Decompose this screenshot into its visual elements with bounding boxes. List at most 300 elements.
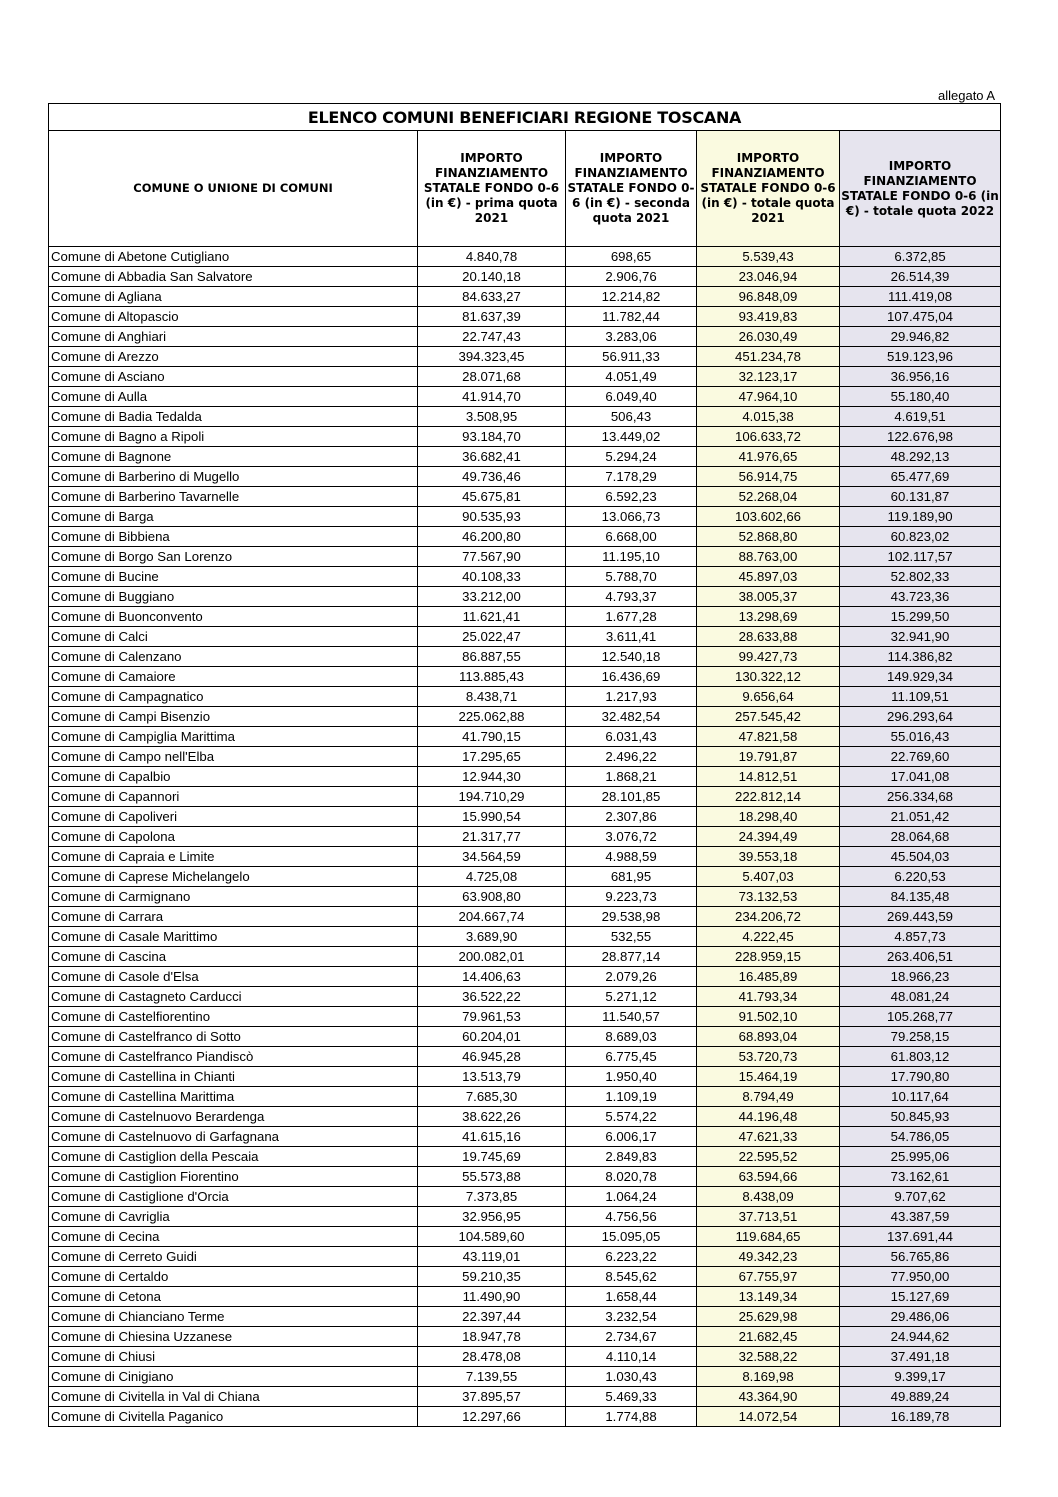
cell-seconda-quota-2021: 3.076,72	[566, 827, 697, 847]
cell-seconda-quota-2021: 13.449,02	[566, 427, 697, 447]
cell-prima-quota-2021: 15.990,54	[418, 807, 566, 827]
table-row	[49, 1407, 1001, 1427]
cell-comune: Comune di Altopascio	[49, 307, 418, 327]
cell-comune: Comune di Castelnuovo di Garfagnana	[49, 1127, 418, 1147]
cell-totale-quota-2021: 5.407,03	[697, 867, 840, 887]
cell-prima-quota-2021: 59.210,35	[418, 1267, 566, 1287]
cell-seconda-quota-2021: 13.066,73	[566, 507, 697, 527]
cell-totale-quota-2022: 29.486,06	[840, 1307, 1001, 1327]
cell-totale-quota-2021: 45.897,03	[697, 567, 840, 587]
header-totale-quota-2021: IMPORTO FINANZIAMENTO STATALE FONDO 0-6 (in €) - totale quota 2021	[697, 131, 840, 247]
cell-seconda-quota-2021: 8.545,62	[566, 1267, 697, 1287]
cell-comune: Comune di Cecina	[49, 1227, 418, 1247]
table-row	[49, 947, 1001, 967]
header-prima-quota-2021: IMPORTO FINANZIAMENTO STATALE FONDO 0-6 (in €) - prima quota 2021	[418, 131, 566, 247]
cell-prima-quota-2021: 22.747,43	[418, 327, 566, 347]
cell-totale-quota-2021: 99.427,73	[697, 647, 840, 667]
cell-comune: Comune di Agliana	[49, 287, 418, 307]
cell-totale-quota-2022: 149.929,34	[840, 667, 1001, 687]
cell-totale-quota-2022: 4.857,73	[840, 927, 1001, 947]
cell-totale-quota-2022: 79.258,15	[840, 1027, 1001, 1047]
cell-comune: Comune di Castelfiorentino	[49, 1007, 418, 1027]
cell-totale-quota-2022: 55.180,40	[840, 387, 1001, 407]
cell-prima-quota-2021: 93.184,70	[418, 427, 566, 447]
cell-comune: Comune di Bagno a Ripoli	[49, 427, 418, 447]
cell-seconda-quota-2021: 11.540,57	[566, 1007, 697, 1027]
cell-prima-quota-2021: 34.564,59	[418, 847, 566, 867]
cell-prima-quota-2021: 36.522,22	[418, 987, 566, 1007]
table-row	[49, 1227, 1001, 1247]
cell-totale-quota-2022: 111.419,08	[840, 287, 1001, 307]
cell-totale-quota-2021: 47.821,58	[697, 727, 840, 747]
cell-totale-quota-2021: 9.656,64	[697, 687, 840, 707]
cell-seconda-quota-2021: 12.214,82	[566, 287, 697, 307]
cell-seconda-quota-2021: 56.911,33	[566, 347, 697, 367]
cell-totale-quota-2021: 228.959,15	[697, 947, 840, 967]
cell-comune: Comune di Barga	[49, 507, 418, 527]
cell-comune: Comune di Casale Marittimo	[49, 927, 418, 947]
cell-comune: Comune di Barberino di Mugello	[49, 467, 418, 487]
cell-prima-quota-2021: 7.685,30	[418, 1087, 566, 1107]
cell-seconda-quota-2021: 3.283,06	[566, 327, 697, 347]
cell-totale-quota-2021: 41.976,65	[697, 447, 840, 467]
cell-totale-quota-2021: 15.464,19	[697, 1067, 840, 1087]
cell-comune: Comune di Aulla	[49, 387, 418, 407]
cell-prima-quota-2021: 20.140,18	[418, 267, 566, 287]
cell-seconda-quota-2021: 1.774,88	[566, 1407, 697, 1427]
table-row	[49, 907, 1001, 927]
table-row	[49, 1307, 1001, 1327]
cell-totale-quota-2022: 61.803,12	[840, 1047, 1001, 1067]
cell-totale-quota-2021: 222.812,14	[697, 787, 840, 807]
attachment-label: allegato A	[938, 88, 996, 103]
cell-comune: Comune di Bibbiena	[49, 527, 418, 547]
cell-comune: Comune di Cascina	[49, 947, 418, 967]
table-row	[49, 847, 1001, 867]
cell-comune: Comune di Capalbio	[49, 767, 418, 787]
cell-totale-quota-2022: 43.723,36	[840, 587, 1001, 607]
cell-seconda-quota-2021: 698,65	[566, 247, 697, 267]
cell-comune: Comune di Capoliveri	[49, 807, 418, 827]
cell-totale-quota-2022: 263.406,51	[840, 947, 1001, 967]
cell-totale-quota-2021: 38.005,37	[697, 587, 840, 607]
cell-totale-quota-2022: 24.944,62	[840, 1327, 1001, 1347]
cell-totale-quota-2021: 37.713,51	[697, 1207, 840, 1227]
cell-prima-quota-2021: 84.633,27	[418, 287, 566, 307]
cell-seconda-quota-2021: 1.064,24	[566, 1187, 697, 1207]
cell-prima-quota-2021: 18.947,78	[418, 1327, 566, 1347]
table-row	[49, 867, 1001, 887]
table-row	[49, 547, 1001, 567]
cell-seconda-quota-2021: 6.592,23	[566, 487, 697, 507]
cell-seconda-quota-2021: 1.677,28	[566, 607, 697, 627]
cell-totale-quota-2022: 54.786,05	[840, 1127, 1001, 1147]
cell-totale-quota-2022: 32.941,90	[840, 627, 1001, 647]
cell-comune: Comune di Cetona	[49, 1287, 418, 1307]
cell-totale-quota-2021: 24.394,49	[697, 827, 840, 847]
cell-prima-quota-2021: 32.956,95	[418, 1207, 566, 1227]
cell-totale-quota-2021: 25.629,98	[697, 1307, 840, 1327]
cell-comune: Comune di Cavriglia	[49, 1207, 418, 1227]
cell-totale-quota-2022: 9.707,62	[840, 1187, 1001, 1207]
cell-totale-quota-2021: 13.149,34	[697, 1287, 840, 1307]
table-row	[49, 667, 1001, 687]
cell-totale-quota-2021: 451.234,78	[697, 347, 840, 367]
cell-totale-quota-2022: 21.051,42	[840, 807, 1001, 827]
cell-totale-quota-2021: 21.682,45	[697, 1327, 840, 1347]
cell-totale-quota-2021: 23.046,94	[697, 267, 840, 287]
cell-totale-quota-2021: 4.015,38	[697, 407, 840, 427]
cell-seconda-quota-2021: 2.849,83	[566, 1147, 697, 1167]
beneficiaries-table	[48, 103, 1001, 1427]
cell-totale-quota-2021: 91.502,10	[697, 1007, 840, 1027]
table-row	[49, 1387, 1001, 1407]
cell-seconda-quota-2021: 8.020,78	[566, 1167, 697, 1187]
cell-totale-quota-2021: 16.485,89	[697, 967, 840, 987]
cell-comune: Comune di Buggiano	[49, 587, 418, 607]
cell-prima-quota-2021: 41.615,16	[418, 1127, 566, 1147]
cell-seconda-quota-2021: 2.307,86	[566, 807, 697, 827]
cell-totale-quota-2022: 55.016,43	[840, 727, 1001, 747]
cell-totale-quota-2021: 39.553,18	[697, 847, 840, 867]
table-row	[49, 507, 1001, 527]
cell-prima-quota-2021: 13.513,79	[418, 1067, 566, 1087]
table-row	[49, 327, 1001, 347]
header-comune: COMUNE O UNIONE DI COMUNI	[49, 131, 418, 247]
cell-prima-quota-2021: 104.589,60	[418, 1227, 566, 1247]
cell-prima-quota-2021: 194.710,29	[418, 787, 566, 807]
table-row	[49, 1007, 1001, 1027]
cell-comune: Comune di Castagneto Carducci	[49, 987, 418, 1007]
table-row	[49, 1287, 1001, 1307]
cell-totale-quota-2021: 234.206,72	[697, 907, 840, 927]
cell-seconda-quota-2021: 5.271,12	[566, 987, 697, 1007]
cell-totale-quota-2021: 103.602,66	[697, 507, 840, 527]
cell-totale-quota-2021: 88.763,00	[697, 547, 840, 567]
table-row	[49, 407, 1001, 427]
cell-totale-quota-2022: 17.041,08	[840, 767, 1001, 787]
cell-comune: Comune di Bagnone	[49, 447, 418, 467]
table-row	[49, 527, 1001, 547]
cell-seconda-quota-2021: 4.793,37	[566, 587, 697, 607]
cell-comune: Comune di Cerreto Guidi	[49, 1247, 418, 1267]
cell-prima-quota-2021: 40.108,33	[418, 567, 566, 587]
cell-comune: Comune di Calenzano	[49, 647, 418, 667]
cell-prima-quota-2021: 33.212,00	[418, 587, 566, 607]
cell-totale-quota-2022: 25.995,06	[840, 1147, 1001, 1167]
cell-comune: Comune di Civitella Paganico	[49, 1407, 418, 1427]
cell-prima-quota-2021: 60.204,01	[418, 1027, 566, 1047]
cell-totale-quota-2022: 52.802,33	[840, 567, 1001, 587]
cell-seconda-quota-2021: 1.030,43	[566, 1367, 697, 1387]
cell-totale-quota-2021: 14.072,54	[697, 1407, 840, 1427]
cell-prima-quota-2021: 41.790,15	[418, 727, 566, 747]
cell-seconda-quota-2021: 4.756,56	[566, 1207, 697, 1227]
cell-totale-quota-2021: 28.633,88	[697, 627, 840, 647]
cell-comune: Comune di Asciano	[49, 367, 418, 387]
cell-totale-quota-2021: 18.298,40	[697, 807, 840, 827]
table-row	[49, 467, 1001, 487]
cell-seconda-quota-2021: 1.217,93	[566, 687, 697, 707]
cell-seconda-quota-2021: 681,95	[566, 867, 697, 887]
table-row	[49, 827, 1001, 847]
cell-seconda-quota-2021: 6.031,43	[566, 727, 697, 747]
cell-prima-quota-2021: 11.490,90	[418, 1287, 566, 1307]
table-row	[49, 1087, 1001, 1107]
cell-totale-quota-2022: 15.127,69	[840, 1287, 1001, 1307]
cell-comune: Comune di Abetone Cutigliano	[49, 247, 418, 267]
cell-comune: Comune di Capraia e Limite	[49, 847, 418, 867]
table-row	[49, 967, 1001, 987]
cell-totale-quota-2022: 17.790,80	[840, 1067, 1001, 1087]
cell-totale-quota-2021: 43.364,90	[697, 1387, 840, 1407]
cell-totale-quota-2022: 28.064,68	[840, 827, 1001, 847]
cell-seconda-quota-2021: 28.877,14	[566, 947, 697, 967]
cell-comune: Comune di Borgo San Lorenzo	[49, 547, 418, 567]
cell-comune: Comune di Casole d'Elsa	[49, 967, 418, 987]
cell-seconda-quota-2021: 2.496,22	[566, 747, 697, 767]
cell-seconda-quota-2021: 1.109,19	[566, 1087, 697, 1107]
cell-totale-quota-2022: 56.765,86	[840, 1247, 1001, 1267]
table-row	[49, 607, 1001, 627]
cell-totale-quota-2022: 29.946,82	[840, 327, 1001, 347]
cell-totale-quota-2022: 77.950,00	[840, 1267, 1001, 1287]
cell-prima-quota-2021: 46.945,28	[418, 1047, 566, 1067]
cell-totale-quota-2022: 60.131,87	[840, 487, 1001, 507]
cell-comune: Comune di Badia Tedalda	[49, 407, 418, 427]
cell-seconda-quota-2021: 7.178,29	[566, 467, 697, 487]
table-row	[49, 387, 1001, 407]
table-row	[49, 687, 1001, 707]
cell-prima-quota-2021: 11.621,41	[418, 607, 566, 627]
table-row	[49, 1367, 1001, 1387]
cell-totale-quota-2021: 8.794,49	[697, 1087, 840, 1107]
cell-totale-quota-2021: 130.322,12	[697, 667, 840, 687]
cell-comune: Comune di Camaiore	[49, 667, 418, 687]
cell-comune: Comune di Castiglione d'Orcia	[49, 1187, 418, 1207]
cell-comune: Comune di Castelfranco Piandiscò	[49, 1047, 418, 1067]
cell-totale-quota-2021: 73.132,53	[697, 887, 840, 907]
table-row	[49, 1147, 1001, 1167]
cell-totale-quota-2022: 50.845,93	[840, 1107, 1001, 1127]
table-row	[49, 767, 1001, 787]
cell-seconda-quota-2021: 6.223,22	[566, 1247, 697, 1267]
table-row	[49, 567, 1001, 587]
cell-seconda-quota-2021: 6.006,17	[566, 1127, 697, 1147]
cell-prima-quota-2021: 86.887,55	[418, 647, 566, 667]
cell-prima-quota-2021: 43.119,01	[418, 1247, 566, 1267]
table-row	[49, 487, 1001, 507]
header-seconda-quota-2021: IMPORTO FINANZIAMENTO STATALE FONDO 0-6 (in €) - seconda quota 2021	[566, 131, 697, 247]
cell-totale-quota-2022: 107.475,04	[840, 307, 1001, 327]
cell-totale-quota-2022: 60.823,02	[840, 527, 1001, 547]
cell-totale-quota-2021: 4.222,45	[697, 927, 840, 947]
cell-totale-quota-2022: 6.372,85	[840, 247, 1001, 267]
cell-seconda-quota-2021: 1.868,21	[566, 767, 697, 787]
table-row	[49, 647, 1001, 667]
cell-comune: Comune di Castiglion Fiorentino	[49, 1167, 418, 1187]
cell-totale-quota-2022: 16.189,78	[840, 1407, 1001, 1427]
cell-comune: Comune di Castelnuovo Berardenga	[49, 1107, 418, 1127]
cell-prima-quota-2021: 113.885,43	[418, 667, 566, 687]
cell-totale-quota-2022: 15.299,50	[840, 607, 1001, 627]
cell-prima-quota-2021: 3.508,95	[418, 407, 566, 427]
cell-seconda-quota-2021: 28.101,85	[566, 787, 697, 807]
cell-seconda-quota-2021: 2.079,26	[566, 967, 697, 987]
table-row	[49, 1047, 1001, 1067]
cell-seconda-quota-2021: 29.538,98	[566, 907, 697, 927]
cell-prima-quota-2021: 22.397,44	[418, 1307, 566, 1327]
cell-comune: Comune di Chianciano Terme	[49, 1307, 418, 1327]
table-row	[49, 807, 1001, 827]
table-row	[49, 587, 1001, 607]
cell-prima-quota-2021: 3.689,90	[418, 927, 566, 947]
table-row	[49, 307, 1001, 327]
cell-totale-quota-2022: 73.162,61	[840, 1167, 1001, 1187]
cell-comune: Comune di Calci	[49, 627, 418, 647]
cell-seconda-quota-2021: 3.232,54	[566, 1307, 697, 1327]
cell-totale-quota-2021: 8.438,09	[697, 1187, 840, 1207]
cell-seconda-quota-2021: 12.540,18	[566, 647, 697, 667]
cell-totale-quota-2021: 49.342,23	[697, 1247, 840, 1267]
cell-prima-quota-2021: 25.022,47	[418, 627, 566, 647]
cell-totale-quota-2021: 93.419,83	[697, 307, 840, 327]
table-row	[49, 1267, 1001, 1287]
cell-totale-quota-2022: 49.889,24	[840, 1387, 1001, 1407]
cell-comune: Comune di Caprese Michelangelo	[49, 867, 418, 887]
table-row	[49, 1347, 1001, 1367]
cell-comune: Comune di Barberino Tavarnelle	[49, 487, 418, 507]
cell-totale-quota-2021: 96.848,09	[697, 287, 840, 307]
cell-prima-quota-2021: 17.295,65	[418, 747, 566, 767]
table-row	[49, 987, 1001, 1007]
cell-comune: Comune di Campagnatico	[49, 687, 418, 707]
cell-seconda-quota-2021: 11.195,10	[566, 547, 697, 567]
cell-totale-quota-2022: 4.619,51	[840, 407, 1001, 427]
cell-seconda-quota-2021: 5.469,33	[566, 1387, 697, 1407]
cell-totale-quota-2022: 65.477,69	[840, 467, 1001, 487]
cell-comune: Comune di Certaldo	[49, 1267, 418, 1287]
cell-prima-quota-2021: 7.139,55	[418, 1367, 566, 1387]
cell-totale-quota-2022: 11.109,51	[840, 687, 1001, 707]
cell-prima-quota-2021: 38.622,26	[418, 1107, 566, 1127]
cell-totale-quota-2021: 56.914,75	[697, 467, 840, 487]
cell-totale-quota-2021: 47.621,33	[697, 1127, 840, 1147]
cell-totale-quota-2021: 44.196,48	[697, 1107, 840, 1127]
cell-seconda-quota-2021: 15.095,05	[566, 1227, 697, 1247]
cell-comune: Comune di Abbadia San Salvatore	[49, 267, 418, 287]
cell-totale-quota-2022: 45.504,03	[840, 847, 1001, 867]
table-row	[49, 1127, 1001, 1147]
cell-comune: Comune di Cinigiano	[49, 1367, 418, 1387]
table-row	[49, 727, 1001, 747]
cell-comune: Comune di Buonconvento	[49, 607, 418, 627]
cell-seconda-quota-2021: 16.436,69	[566, 667, 697, 687]
cell-prima-quota-2021: 28.071,68	[418, 367, 566, 387]
cell-seconda-quota-2021: 9.223,73	[566, 887, 697, 907]
cell-totale-quota-2021: 119.684,65	[697, 1227, 840, 1247]
table-row	[49, 1167, 1001, 1187]
cell-seconda-quota-2021: 1.950,40	[566, 1067, 697, 1087]
cell-comune: Comune di Campiglia Marittima	[49, 727, 418, 747]
cell-totale-quota-2022: 256.334,68	[840, 787, 1001, 807]
cell-seconda-quota-2021: 2.906,76	[566, 267, 697, 287]
table-row	[49, 787, 1001, 807]
cell-prima-quota-2021: 90.535,93	[418, 507, 566, 527]
cell-seconda-quota-2021: 3.611,41	[566, 627, 697, 647]
cell-prima-quota-2021: 14.406,63	[418, 967, 566, 987]
cell-prima-quota-2021: 41.914,70	[418, 387, 566, 407]
table-row	[49, 747, 1001, 767]
cell-totale-quota-2021: 106.633,72	[697, 427, 840, 447]
table-row	[49, 347, 1001, 367]
cell-seconda-quota-2021: 532,55	[566, 927, 697, 947]
cell-prima-quota-2021: 225.062,88	[418, 707, 566, 727]
cell-seconda-quota-2021: 4.988,59	[566, 847, 697, 867]
cell-comune: Comune di Castellina in Chianti	[49, 1067, 418, 1087]
cell-comune: Comune di Carmignano	[49, 887, 418, 907]
cell-totale-quota-2022: 26.514,39	[840, 267, 1001, 287]
cell-seconda-quota-2021: 5.574,22	[566, 1107, 697, 1127]
cell-prima-quota-2021: 21.317,77	[418, 827, 566, 847]
cell-totale-quota-2021: 63.594,66	[697, 1167, 840, 1187]
cell-comune: Comune di Capannori	[49, 787, 418, 807]
cell-prima-quota-2021: 4.725,08	[418, 867, 566, 887]
cell-totale-quota-2021: 32.123,17	[697, 367, 840, 387]
table-row	[49, 247, 1001, 267]
cell-seconda-quota-2021: 506,43	[566, 407, 697, 427]
cell-totale-quota-2021: 13.298,69	[697, 607, 840, 627]
cell-seconda-quota-2021: 32.482,54	[566, 707, 697, 727]
table-row	[49, 447, 1001, 467]
table-row	[49, 707, 1001, 727]
cell-totale-quota-2021: 22.595,52	[697, 1147, 840, 1167]
cell-comune: Comune di Capolona	[49, 827, 418, 847]
cell-prima-quota-2021: 394.323,45	[418, 347, 566, 367]
cell-totale-quota-2022: 122.676,98	[840, 427, 1001, 447]
cell-prima-quota-2021: 79.961,53	[418, 1007, 566, 1027]
cell-prima-quota-2021: 36.682,41	[418, 447, 566, 467]
cell-totale-quota-2022: 6.220,53	[840, 867, 1001, 887]
table-row	[49, 887, 1001, 907]
cell-seconda-quota-2021: 4.051,49	[566, 367, 697, 387]
cell-prima-quota-2021: 19.745,69	[418, 1147, 566, 1167]
cell-totale-quota-2021: 47.964,10	[697, 387, 840, 407]
table-row	[49, 267, 1001, 287]
cell-comune: Comune di Castelfranco di Sotto	[49, 1027, 418, 1047]
cell-totale-quota-2022: 269.443,59	[840, 907, 1001, 927]
cell-seconda-quota-2021: 6.668,00	[566, 527, 697, 547]
cell-prima-quota-2021: 8.438,71	[418, 687, 566, 707]
cell-prima-quota-2021: 37.895,57	[418, 1387, 566, 1407]
cell-totale-quota-2021: 53.720,73	[697, 1047, 840, 1067]
table-row	[49, 1247, 1001, 1267]
table-row	[49, 627, 1001, 647]
table-row	[49, 927, 1001, 947]
cell-prima-quota-2021: 12.944,30	[418, 767, 566, 787]
cell-seconda-quota-2021: 5.788,70	[566, 567, 697, 587]
cell-totale-quota-2022: 37.491,18	[840, 1347, 1001, 1367]
cell-totale-quota-2021: 52.268,04	[697, 487, 840, 507]
table-row	[49, 287, 1001, 307]
table-row	[49, 1207, 1001, 1227]
cell-totale-quota-2022: 84.135,48	[840, 887, 1001, 907]
cell-seconda-quota-2021: 6.049,40	[566, 387, 697, 407]
cell-totale-quota-2022: 9.399,17	[840, 1367, 1001, 1387]
cell-prima-quota-2021: 7.373,85	[418, 1187, 566, 1207]
cell-seconda-quota-2021: 8.689,03	[566, 1027, 697, 1047]
table-title: ELENCO COMUNI BENEFICIARI REGIONE TOSCANA	[49, 104, 1001, 131]
